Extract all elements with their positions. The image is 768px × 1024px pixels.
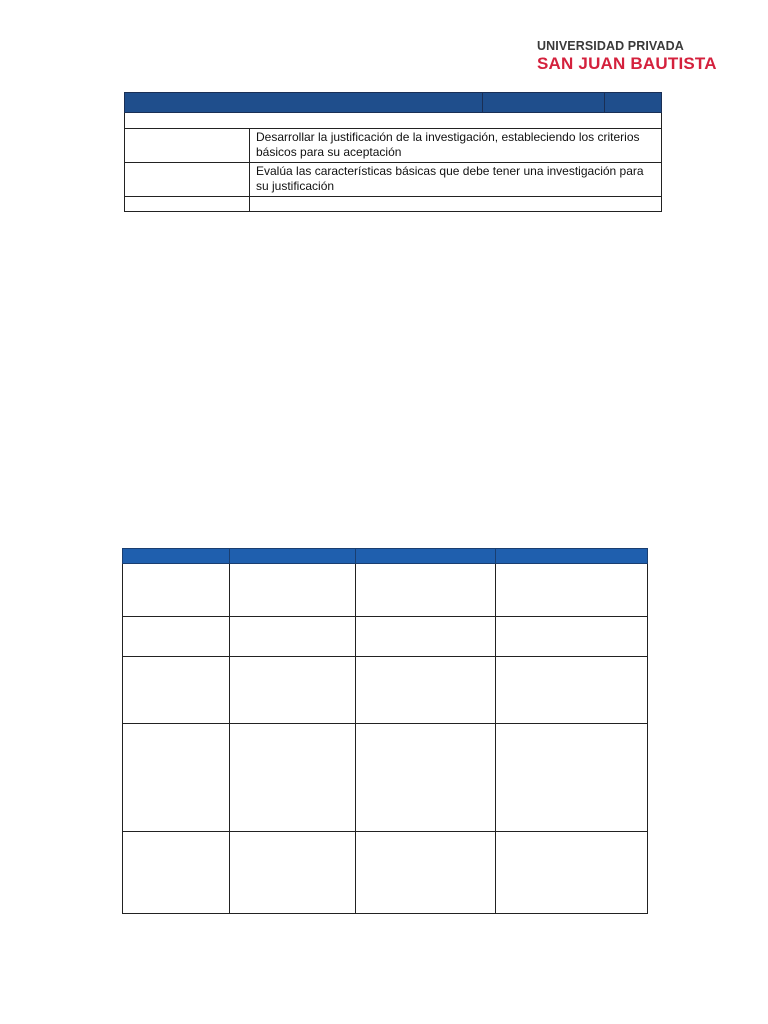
rubric-cell — [496, 564, 648, 617]
rubric-cell — [356, 617, 496, 657]
rubric-cell — [356, 564, 496, 617]
objective-row — [125, 129, 662, 163]
rubric-row — [123, 564, 648, 617]
objective-label — [125, 129, 250, 163]
rubric-cell — [123, 617, 230, 657]
rubric-cell — [496, 657, 648, 724]
rubric-cell — [230, 564, 356, 617]
rubric-header-cell — [123, 549, 230, 564]
logo-line-1: UNIVERSIDAD PRIVADA — [537, 39, 684, 53]
rubric-cell — [123, 564, 230, 617]
rubric-row — [123, 617, 648, 657]
rubric-cell — [496, 724, 648, 832]
header-cell-1 — [125, 93, 483, 113]
rubric-row — [123, 832, 648, 914]
spacer-cell — [125, 113, 662, 129]
rubric-cell — [123, 657, 230, 724]
objective-text: Desarrollar la justificación de la investigación, estableciendo los criterios básicos para su aceptación — [250, 129, 662, 163]
rubric-cell — [230, 617, 356, 657]
rubric-table — [122, 548, 648, 914]
rubric-cell — [230, 724, 356, 832]
capacity-text: Evalúa las características básicas que debe tener una investigación para su justificación — [250, 163, 662, 197]
rubric-row — [123, 657, 648, 724]
rubric-cell — [356, 832, 496, 914]
rubric-cell — [230, 832, 356, 914]
empty-text — [250, 197, 662, 212]
rubric-cell — [123, 724, 230, 832]
header-cell-2 — [483, 93, 605, 113]
rubric-cell — [496, 617, 648, 657]
logo-line-2: SAN JUAN BAUTISTA — [537, 53, 717, 73]
rubric-cell — [123, 832, 230, 914]
info-table-header — [125, 93, 662, 113]
rubric-header-row — [123, 549, 648, 564]
capacity-row — [125, 163, 662, 197]
info-empty-row — [125, 197, 662, 212]
rubric-cell — [496, 832, 648, 914]
rubric-header-cell — [356, 549, 496, 564]
university-logo — [537, 40, 717, 72]
rubric-cell — [356, 657, 496, 724]
rubric-cell — [230, 657, 356, 724]
info-table-spacer-row — [125, 113, 662, 129]
rubric-header-cell — [496, 549, 648, 564]
rubric-cell — [356, 724, 496, 832]
header-cell-3 — [605, 93, 662, 113]
course-info-table — [124, 92, 662, 212]
rubric-row — [123, 724, 648, 832]
capacity-label — [125, 163, 250, 197]
empty-label — [125, 197, 250, 212]
rubric-header-cell — [230, 549, 356, 564]
